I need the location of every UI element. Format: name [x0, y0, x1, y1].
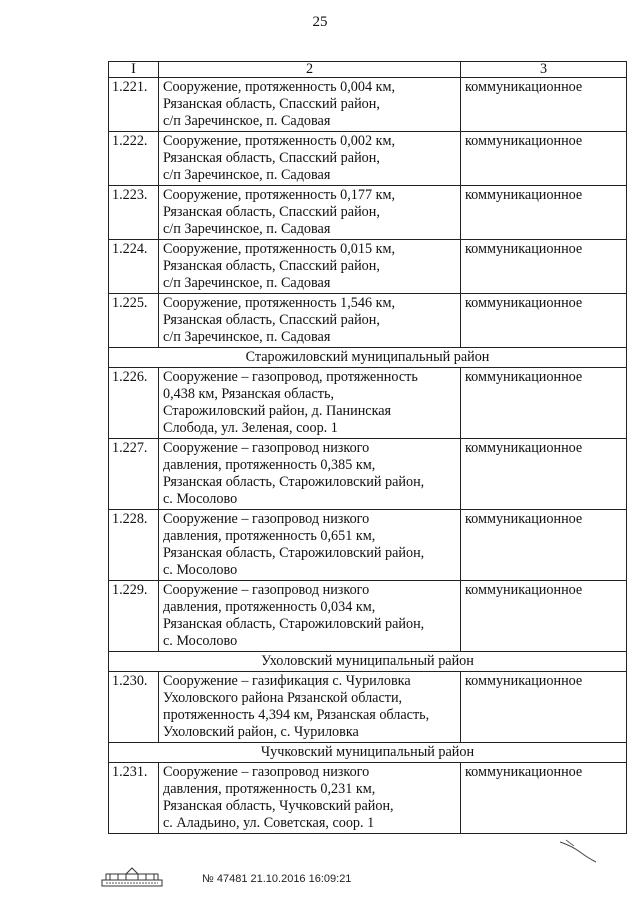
header-col-1: I [109, 62, 159, 78]
item-description: Сооружение – газопровод, протяженность 0,438 км, Рязанская область, Старожиловский район, д. Панинская Слобода, ул. Зеленая, соор. 1 [159, 368, 461, 439]
item-number: 1.226. [109, 368, 159, 439]
item-number: 1.227. [109, 439, 159, 510]
item-type: коммуникационное [461, 510, 627, 581]
item-number: 1.223. [109, 186, 159, 240]
registration-stamp: № 47481 21.10.2016 16:09:21 [202, 873, 352, 885]
table-row [109, 186, 627, 240]
table-row [109, 439, 627, 510]
item-description: Сооружение – газификация с. Чуриловка Ухоловского района Рязанской области, протяженность 4,394 км, Рязанская область, Ухоловский район, с. Чуриловка [159, 672, 461, 743]
header-col-3: 3 [461, 62, 627, 78]
table-row [109, 581, 627, 652]
section-title: Чучковский муниципальный район [109, 743, 627, 763]
item-number: 1.230. [109, 672, 159, 743]
item-description: Сооружение, протяженность 0,004 км, Рязанская область, Спасский район, с/п Заречинское, п. Садовая [159, 78, 461, 132]
item-type: коммуникационное [461, 672, 627, 743]
section-title: Ухоловский муниципальный район [109, 652, 627, 672]
item-type: коммуникационное [461, 294, 627, 348]
building-seal-icon [100, 866, 164, 888]
table-row [109, 672, 627, 743]
table-row [109, 294, 627, 348]
section-title: Старожиловский муниципальный район [109, 348, 627, 368]
item-description: Сооружение – газопровод низкого давления, протяженность 0,385 км, Рязанская область, Старожиловский район, с. Мосолово [159, 439, 461, 510]
section-row [109, 743, 627, 763]
item-number: 1.224. [109, 240, 159, 294]
handwritten-mark [558, 838, 598, 864]
item-number: 1.221. [109, 78, 159, 132]
item-description: Сооружение, протяженность 1,546 км, Рязанская область, Спасский район, с/п Заречинское, п. Садовая [159, 294, 461, 348]
header-col-2: 2 [159, 62, 461, 78]
item-type: коммуникационное [461, 186, 627, 240]
page-number: 25 [312, 14, 328, 30]
table-row [109, 240, 627, 294]
section-row [109, 652, 627, 672]
item-number: 1.225. [109, 294, 159, 348]
table-row [109, 78, 627, 132]
item-number: 1.229. [109, 581, 159, 652]
item-description: Сооружение, протяженность 0,015 км, Рязанская область, Спасский район, с/п Заречинское, п. Садовая [159, 240, 461, 294]
section-row [109, 348, 627, 368]
item-description: Сооружение – газопровод низкого давления, протяженность 0,231 км, Рязанская область, Чучковский район, с. Аладьино, ул. Советская, соор. 1 [159, 763, 461, 834]
table-row [109, 763, 627, 834]
item-type: коммуникационное [461, 439, 627, 510]
item-type: коммуникационное [461, 763, 627, 834]
item-description: Сооружение, протяженность 0,002 км, Рязанская область, Спасский район, с/п Заречинское, п. Садовая [159, 132, 461, 186]
item-description: Сооружение, протяженность 0,177 км, Рязанская область, Спасский район, с/п Заречинское, п. Садовая [159, 186, 461, 240]
item-description: Сооружение – газопровод низкого давления, протяженность 0,034 км, Рязанская область, Старожиловский район, с. Мосолово [159, 581, 461, 652]
document-footer [92, 864, 412, 890]
item-type: коммуникационное [461, 78, 627, 132]
table-row [109, 510, 627, 581]
table-row [109, 132, 627, 186]
item-type: коммуникационное [461, 240, 627, 294]
item-description: Сооружение – газопровод низкого давления, протяженность 0,651 км, Рязанская область, Старожиловский район, с. Мосолово [159, 510, 461, 581]
table-header-row [109, 62, 627, 78]
item-type: коммуникационное [461, 132, 627, 186]
table-row [109, 368, 627, 439]
property-register-table [108, 61, 627, 834]
item-number: 1.222. [109, 132, 159, 186]
item-number: 1.231. [109, 763, 159, 834]
item-number: 1.228. [109, 510, 159, 581]
item-type: коммуникационное [461, 368, 627, 439]
item-type: коммуникационное [461, 581, 627, 652]
